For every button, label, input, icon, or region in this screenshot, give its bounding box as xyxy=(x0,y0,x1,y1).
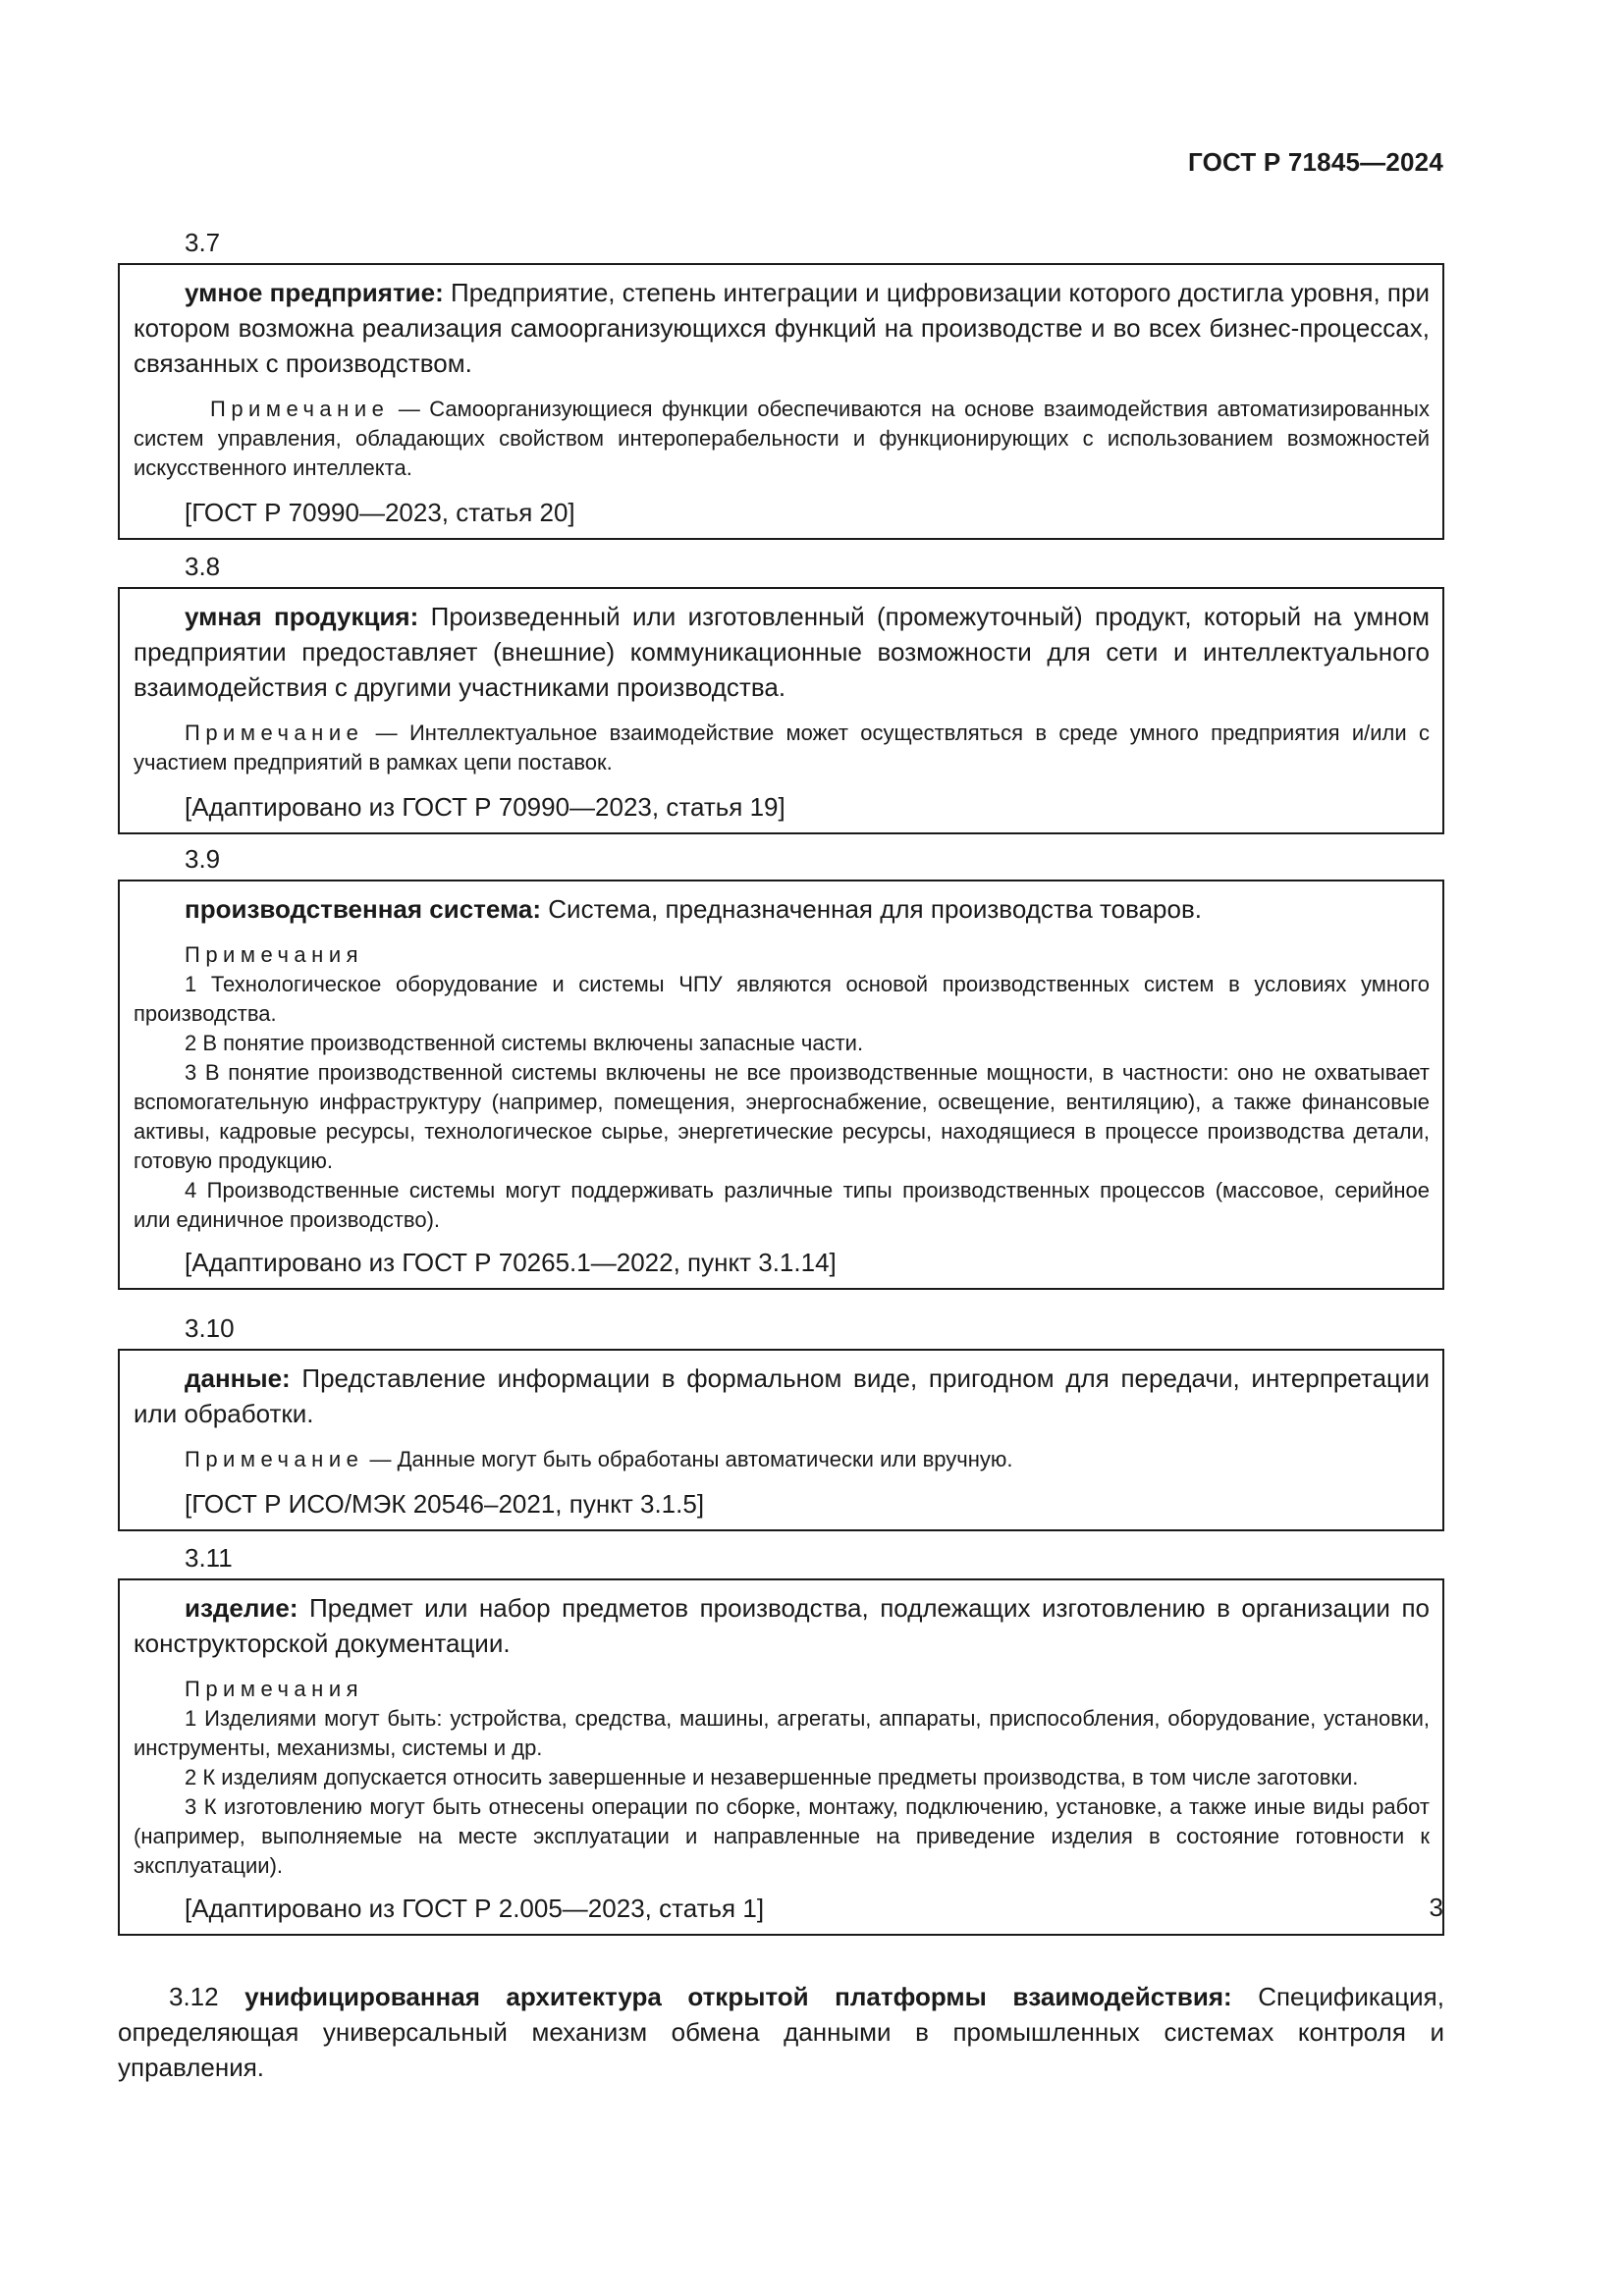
term-source: [Адаптировано из ГОСТ Р 2.005—2023, статья 1] xyxy=(185,1894,765,1923)
term: данные: xyxy=(185,1363,291,1393)
section-number: 3.11 xyxy=(185,1543,233,1573)
term-definition xyxy=(134,275,1430,381)
term-definition xyxy=(134,1590,1430,1661)
section-number: 3.9 xyxy=(185,844,221,874)
term-note xyxy=(134,1445,1430,1474)
notes-label: Примечания xyxy=(185,1677,364,1701)
note-item: 2 В понятие производственной системы включены запасные части. xyxy=(185,1031,864,1055)
term-note xyxy=(134,395,1430,483)
term: изделие: xyxy=(185,1593,298,1623)
note-item: 1 Технологическое оборудование и системы ЧПУ являются основой производственных систем в условиях умного производства. xyxy=(134,972,1430,1026)
definition-text: Предприятие, степень интеграции и цифровизации которого достигла уровня, при котором возможна реализация самоорганизующихся функций на производстве и во всех бизнес-процессах, связанных с производством. xyxy=(134,278,1430,378)
section-number: 3.12 xyxy=(169,1982,219,2011)
term-source: [Адаптировано из ГОСТ Р 70265.1—2022, пункт 3.1.14] xyxy=(185,1248,837,1277)
term-definition xyxy=(134,599,1430,705)
definition-text: Система, предназначенная для производства товаров. xyxy=(548,894,1203,924)
note-item: 3 В понятие производственной системы включены не все производственные мощности, в частности: оно не охватывает вспомогательную инфраструктуру (например, помещения, энергоснабжение, освещение, вентиляцию), а также финансовые активы, кадровые ресурсы, технологическое сырье, энергетические ресурсы, находящиеся в процессе производства детали, готовую продукцию. xyxy=(134,1060,1430,1173)
term: умное предприятие: xyxy=(185,278,444,307)
section-number: 3.10 xyxy=(185,1313,235,1343)
note-text: — Интеллектуальное взаимодействие может осуществляться в среде умного предприятия и/или с участием предприятий в рамках цепи поставок. xyxy=(134,721,1430,774)
definition-box xyxy=(118,263,1444,540)
note-text: — Самоорганизующиеся функции обеспечиваются на основе взаимодействия автоматизированных систем управления, обладающих свойством интероперабельности и функционирующих с использованием возможностей искусственного интеллекта. xyxy=(134,397,1430,480)
note-item: 1 Изделиями могут быть: устройства, средства, машины, агрегаты, аппараты, приспособления, оборудование, установки, инструменты, механизмы, системы и др. xyxy=(134,1706,1430,1760)
note-label: Примечание xyxy=(185,721,364,745)
section-number: 3.8 xyxy=(185,552,221,581)
note-item: 4 Производственные системы могут поддерживать различные типы производственных процессов (массовое, серийное или единичное производство). xyxy=(134,1178,1430,1232)
note-label: Примечание xyxy=(210,397,390,421)
free-term-definition xyxy=(118,1979,1444,2085)
term: производственная система: xyxy=(185,894,542,924)
definition-box xyxy=(118,1349,1444,1531)
note-label: Примечание xyxy=(185,1447,364,1471)
term: унифицированная архитектура открытой платформы взаимодействия: xyxy=(244,1982,1232,2011)
note-item: 3 К изготовлению могут быть отнесены операции по сборке, монтажу, подключению, установке, а также иные виды работ (например, выполняемые на месте эксплуатации и направленные на приведение изделия в состояние готовности к эксплуатации). xyxy=(134,1794,1430,1878)
definition-box xyxy=(118,1578,1444,1936)
definition-text: Предмет или набор предметов производства, подлежащих изготовлению в организации по конструкторской документации. xyxy=(134,1593,1430,1658)
term-definition xyxy=(134,891,1430,927)
page-number: 3 xyxy=(1429,1893,1443,1922)
note-item: 2 К изделиям допускается относить завершенные и незавершенные предметы производства, в том числе заготовки. xyxy=(185,1765,1359,1789)
term-definition xyxy=(134,1361,1430,1431)
definition-text: Спецификация, определяющая универсальный механизм обмена данными в промышленных системах контроля и управления. xyxy=(118,1982,1444,2082)
term-note xyxy=(134,719,1430,777)
term-source: [ГОСТ Р ИСО/МЭК 20546–2021, пункт 3.1.5] xyxy=(185,1489,705,1519)
document-standard-number: ГОСТ Р 71845—2024 xyxy=(1188,147,1443,177)
term-source: [Адаптировано из ГОСТ Р 70990—2023, статья 19] xyxy=(185,792,785,822)
note-text: — Данные могут быть обработаны автоматически или вручную. xyxy=(363,1447,1013,1471)
notes-label: Примечания xyxy=(185,942,364,967)
definition-box xyxy=(118,587,1444,834)
term-source: [ГОСТ Р 70990—2023, статья 20] xyxy=(185,498,575,527)
definition-text: Представление информации в формальном виде, пригодном для передачи, интерпретации или обработки. xyxy=(134,1363,1430,1428)
definition-box xyxy=(118,880,1444,1290)
term: умная продукция: xyxy=(185,602,419,631)
section-number: 3.7 xyxy=(185,228,221,257)
definition-text: Произведенный или изготовленный (промежуточный) продукт, который на умном предприятии предоставляет (внешние) коммуникационные возможности для сети и интеллектуального взаимодействия с другими участниками производства. xyxy=(134,602,1430,702)
